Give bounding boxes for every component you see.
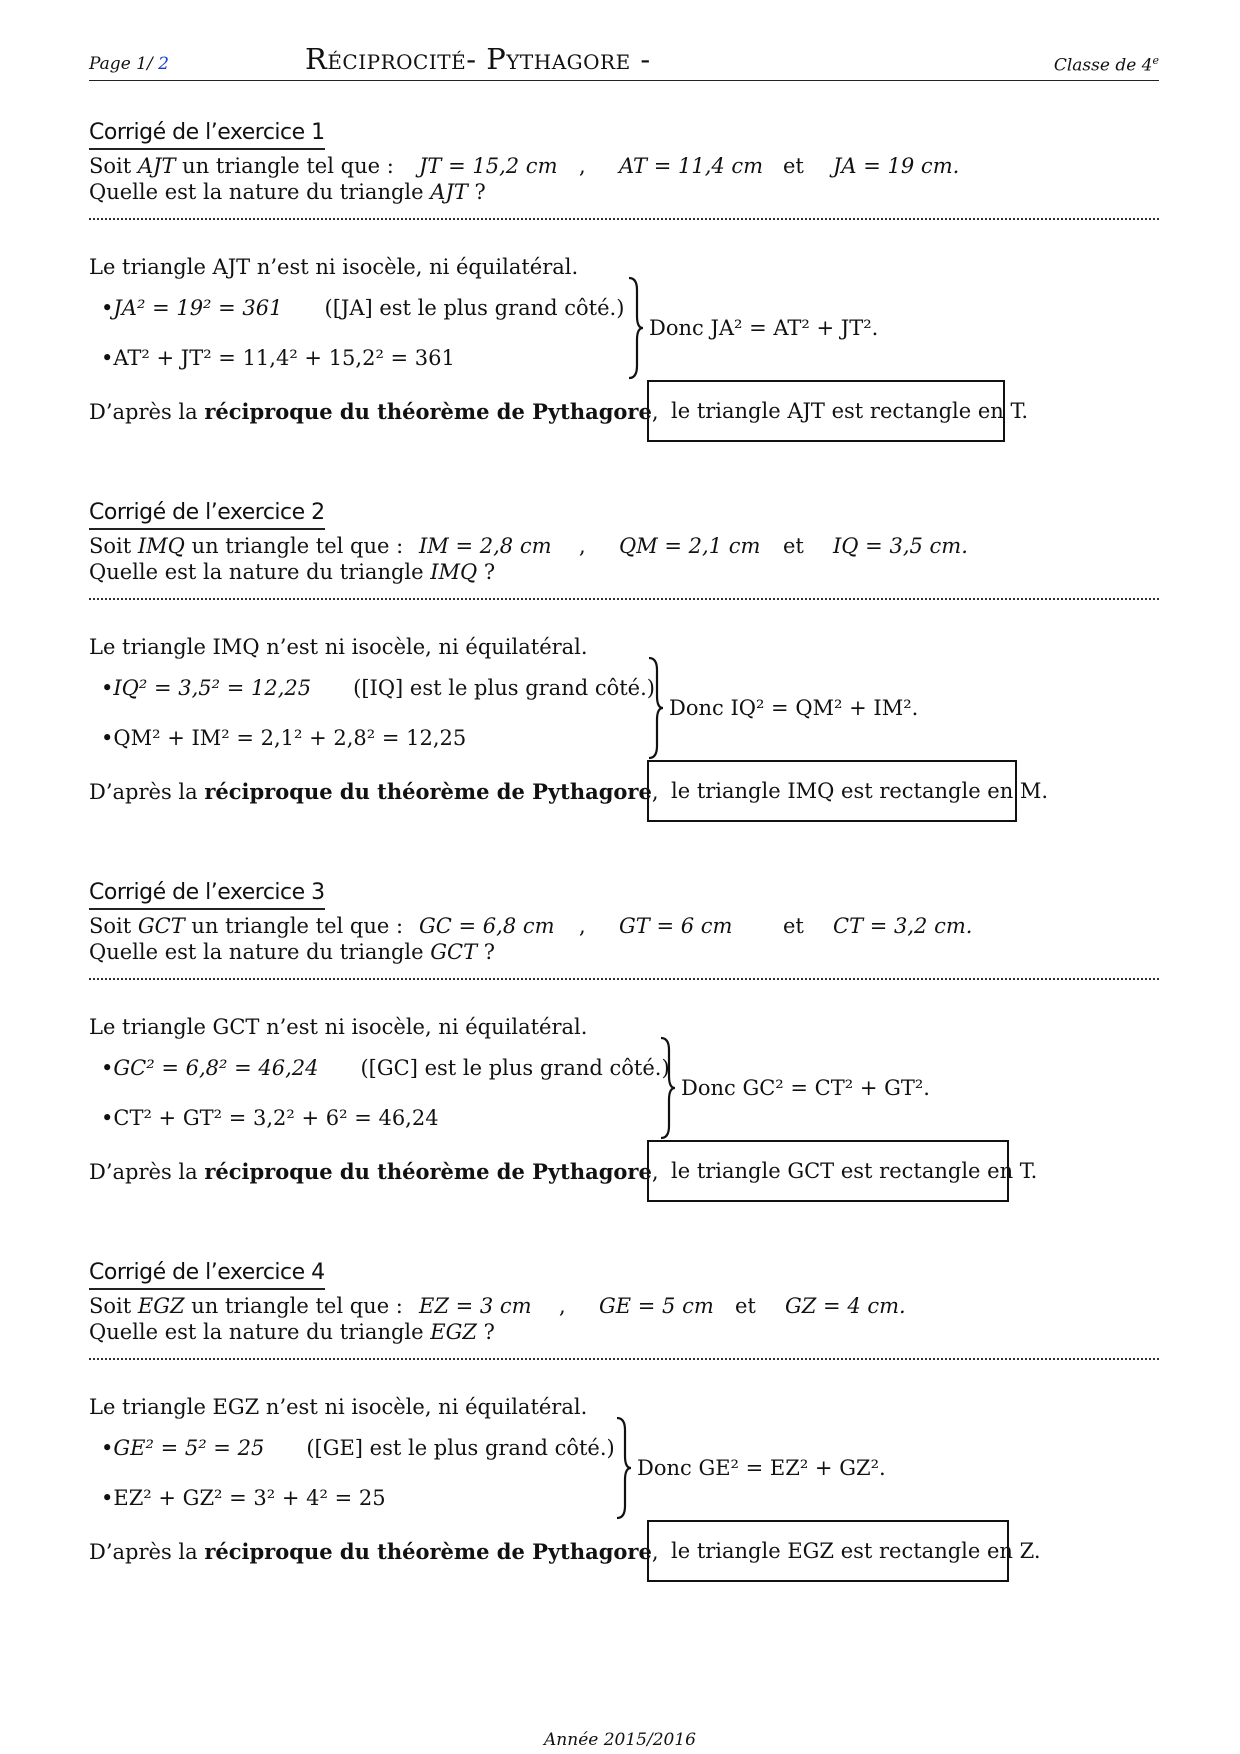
statement-text: Le triangle IMQ n’est ni isocèle, ni équilatéral. bbox=[89, 635, 588, 659]
statement-text: Le triangle GCT n’est ni isocèle, ni équilatéral. bbox=[89, 1015, 588, 1039]
exercise-question: Quelle est la nature du triangle IMQ ? bbox=[89, 560, 496, 584]
page-number: Page 1/ 2 bbox=[89, 54, 169, 74]
page-title: Réciprocité- Pythagore - bbox=[305, 42, 651, 76]
exercise-givens: Soit AJT un triangle tel que : JT = 15,2 cm , AT = 11,4 cm et JA = 19 cm. bbox=[89, 154, 960, 178]
statement-text: Le triangle EGZ n’est ni isocèle, ni équilatéral. bbox=[89, 1395, 588, 1419]
donc-result: Donc IQ² = QM² + IM². bbox=[669, 696, 919, 720]
exercise-title: Corrigé de l’exercice 4 bbox=[89, 1260, 325, 1290]
page-footer: Année 2015/2016 bbox=[544, 1730, 696, 1750]
boxed-conclusion: le triangle IMQ est rectangle en M. bbox=[647, 760, 1017, 822]
exercise-title: Corrigé de l’exercice 3 bbox=[89, 880, 325, 910]
exercise-question: Quelle est la nature du triangle EGZ ? bbox=[89, 1320, 495, 1344]
class-label: Classe de 4e bbox=[1053, 54, 1159, 76]
donc-result: Donc JA² = AT² + JT². bbox=[649, 316, 879, 340]
conclusion-text: D’après la réciproque du théorème de Pythagore, bbox=[89, 779, 659, 804]
exercise-3 bbox=[89, 880, 1159, 1260]
conclusion-text: D’après la réciproque du théorème de Pythagore, bbox=[89, 399, 659, 424]
calc-line-2: •EZ² + GZ² = 3² + 4² = 25 bbox=[101, 1486, 386, 1510]
right-brace-icon bbox=[627, 276, 645, 380]
calc-line-2: •AT² + JT² = 11,4² + 15,2² = 361 bbox=[101, 346, 455, 370]
boxed-conclusion: le triangle GCT est rectangle en T. bbox=[647, 1140, 1009, 1202]
statement-text: Le triangle AJT n’est ni isocèle, ni équilatéral. bbox=[89, 255, 579, 279]
boxed-conclusion: le triangle AJT est rectangle en T. bbox=[647, 380, 1005, 442]
calc-line-1: •JA² = 19² = 361 ([JA] est le plus grand côté.) bbox=[101, 296, 625, 320]
conclusion-text: D’après la réciproque du théorème de Pythagore, bbox=[89, 1539, 659, 1564]
calc-line-1: •GE² = 5² = 25 ([GE] est le plus grand côté.) bbox=[101, 1436, 615, 1460]
exercise-title: Corrigé de l’exercice 2 bbox=[89, 500, 325, 530]
right-brace-icon bbox=[647, 656, 665, 760]
answer-dotted-line bbox=[89, 598, 1159, 600]
exercise-givens: Soit EGZ un triangle tel que : EZ = 3 cm , GE = 5 cm et GZ = 4 cm. bbox=[89, 1294, 906, 1318]
right-brace-icon bbox=[615, 1416, 633, 1520]
calc-line-1: •IQ² = 3,5² = 12,25 ([IQ] est le plus grand côté.) bbox=[101, 676, 655, 700]
calc-line-2: •QM² + IM² = 2,1² + 2,8² = 12,25 bbox=[101, 726, 467, 750]
right-brace-icon bbox=[659, 1036, 677, 1140]
calc-line-2: •CT² + GT² = 3,2² + 6² = 46,24 bbox=[101, 1106, 439, 1130]
donc-result: Donc GC² = CT² + GT². bbox=[681, 1076, 930, 1100]
exercise-question: Quelle est la nature du triangle GCT ? bbox=[89, 940, 496, 964]
answer-dotted-line bbox=[89, 218, 1159, 220]
exercise-question: Quelle est la nature du triangle AJT ? bbox=[89, 180, 486, 204]
boxed-conclusion: le triangle EGZ est rectangle en Z. bbox=[647, 1520, 1009, 1582]
page-total-link[interactable]: 2 bbox=[158, 54, 169, 74]
exercise-1 bbox=[89, 120, 1159, 500]
page-header bbox=[89, 40, 1159, 81]
exercise-title: Corrigé de l’exercice 1 bbox=[89, 120, 325, 150]
answer-dotted-line bbox=[89, 978, 1159, 980]
exercise-givens: Soit GCT un triangle tel que : GC = 6,8 cm , GT = 6 cm et CT = 3,2 cm. bbox=[89, 914, 973, 938]
exercise-4 bbox=[89, 1260, 1159, 1640]
conclusion-text: D’après la réciproque du théorème de Pythagore, bbox=[89, 1159, 659, 1184]
answer-dotted-line bbox=[89, 1358, 1159, 1360]
calc-line-1: •GC² = 6,8² = 46,24 ([GC] est le plus grand côté.) bbox=[101, 1056, 670, 1080]
donc-result: Donc GE² = EZ² + GZ². bbox=[637, 1456, 886, 1480]
exercise-givens: Soit IMQ un triangle tel que : IM = 2,8 cm , QM = 2,1 cm et IQ = 3,5 cm. bbox=[89, 534, 968, 558]
exercise-2 bbox=[89, 500, 1159, 880]
